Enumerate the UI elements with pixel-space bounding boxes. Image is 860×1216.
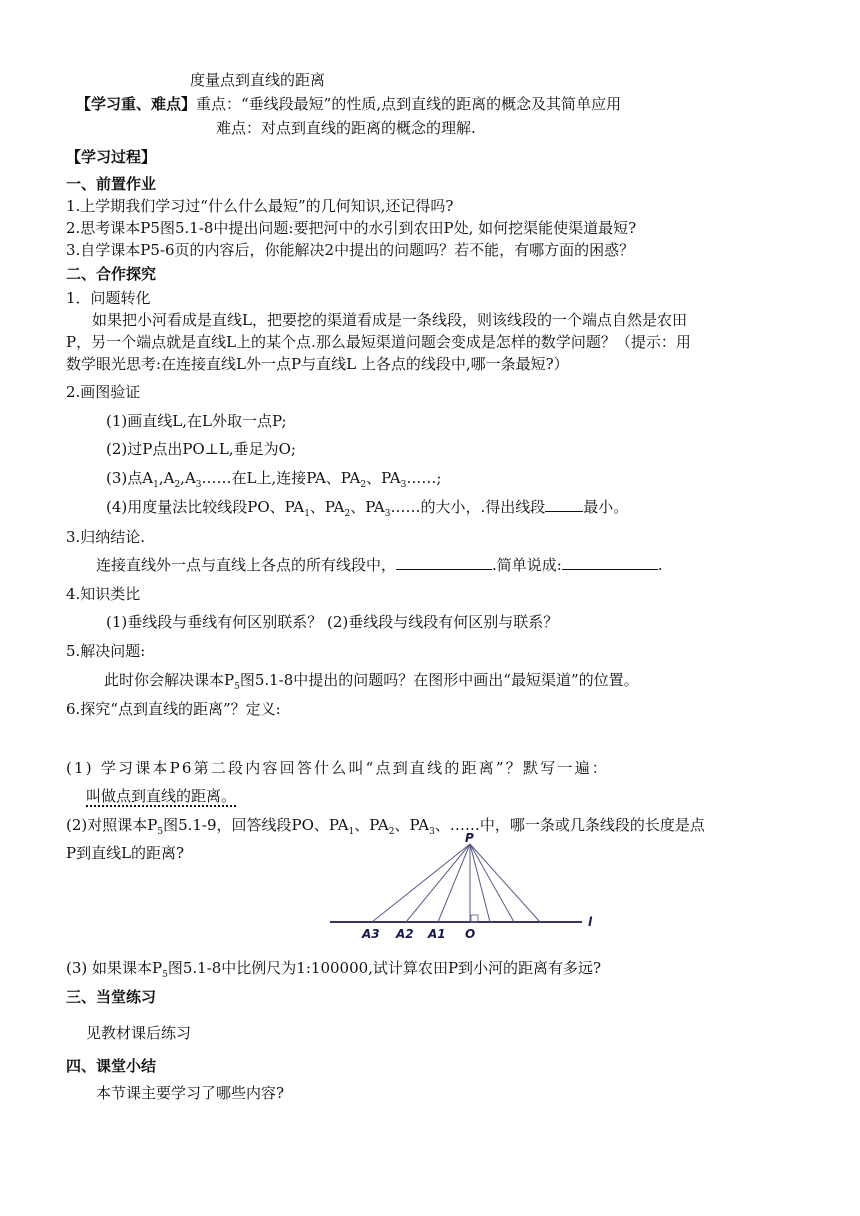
section2-title: 二、合作探究 (66, 265, 157, 283)
s6-question-3 (66, 958, 601, 985)
section1-item-3: 3.自学课本P5-6页的内容后，你能解决2中提出的问题吗？若不能，有哪方面的困惑？ (66, 241, 635, 259)
short-form-blank[interactable] (562, 555, 658, 570)
s3-conclusion (96, 555, 663, 575)
s2-step-3-b: ……在L上,连接PA、PA (201, 469, 361, 487)
sub-1: 1 (153, 480, 159, 490)
s6-q2-c: 、PA (354, 816, 389, 834)
right-angle-mark (471, 915, 478, 922)
answer-blank[interactable] (545, 497, 583, 512)
label-a3: A3 (362, 927, 380, 941)
s2-step-4-d: ……的大小，.得出线段 (390, 498, 546, 516)
s5-part-1: 此时你会解决课本P (104, 671, 235, 689)
difficult-point-text: 难点：对点到直线的距离的概念的理解. (216, 119, 476, 137)
sub-3d: 3 (429, 827, 435, 837)
s4-title: 4.知识类比 (66, 585, 141, 603)
s2-step-4-a: (4)用度量法比较线段PO、PA (106, 498, 305, 516)
segment-pa1 (438, 844, 470, 922)
s3-part-2: .简单说成: (492, 556, 562, 574)
section1-item-2: 2.思考课本P5图5.1-8中提出问题:要把河中的水引到农田P处, 如何挖渠能使渠道最短? (66, 219, 637, 237)
s6-q3-a: (3) 如果课本P (66, 959, 163, 977)
sub-3: 3 (195, 480, 202, 490)
segment-pa3 (372, 844, 470, 922)
s2-step-3-a: (3)点A (106, 469, 154, 487)
s3-part-3: . (657, 556, 663, 574)
s6-question-2-line2: P到直线L的距离? (66, 844, 185, 862)
s6-q2-a: (2)对照课本P (66, 816, 158, 834)
sub-1c: 1 (304, 509, 310, 519)
label-a1: A1 (428, 927, 446, 941)
section1-item-1: 1.上学期我们学习过“什么什么最短”的几何知识,还记得吗? (66, 197, 454, 215)
s1-paragraph-line3: 数学眼光思考:在连接直线L外一点P与直线L 上各点的线段中,哪一条最短?） (66, 355, 569, 373)
label-a2: A2 (396, 927, 414, 941)
s2-step-2: (2)过P点出PO⊥L,垂足为O; (106, 440, 296, 458)
s3-part-1: 连接直线外一点与直线上各点的所有线段中， (96, 556, 397, 574)
s2-step-4-e: 最小。 (583, 498, 629, 516)
sub-2c: 2 (344, 509, 351, 519)
s6-q2-e: 、……中，哪一条或几条线段的长度是点 (434, 816, 705, 834)
sub-5b: 5 (157, 827, 164, 837)
segment-right-2 (470, 844, 514, 922)
perpendicular-figure (320, 830, 610, 942)
objectives-tail: 度量点到直线的距离 (190, 71, 326, 89)
s4-question: (1)垂线段与垂线有何区别联系？ (2)垂线段与线段有何区别与联系？ (106, 613, 559, 631)
s2-step-3-d: ……; (406, 469, 442, 487)
key-points-label: 【学习重、难点】 (76, 95, 197, 113)
key-points-line (76, 94, 621, 114)
s2-step-1: (1)画直线L,在L外取一点P; (106, 412, 287, 430)
sub-5c: 5 (162, 970, 168, 980)
segment-pa2 (406, 844, 470, 922)
sub-5: 5 (234, 682, 240, 692)
s5-title: 5.解决问题: (66, 642, 146, 660)
section3-text: 见教材课后练习 (86, 1024, 192, 1042)
s3-title: 3.归纳结论. (66, 528, 146, 546)
s2-step-4 (106, 497, 628, 524)
label-l: l (588, 915, 593, 929)
s5-question (104, 670, 639, 697)
label-o: O (465, 927, 476, 941)
sub-2d: 2 (388, 827, 395, 837)
sub-2b: 2 (360, 480, 367, 490)
sub-1d: 1 (348, 827, 355, 837)
section4-text: 本节课主要学习了哪些内容? (96, 1084, 285, 1102)
dotted-emphasis: 叫做点到直线的距离。 (86, 787, 237, 805)
key-point-text: 重点：“垂线段最短”的性质,点到直线的距离的概念及其简单应用 (196, 95, 622, 113)
section1-title: 一、前置作业 (66, 175, 157, 193)
section4-title: 四、课堂小结 (66, 1057, 157, 1075)
label-p: P (465, 831, 474, 845)
s6-question-1-answer (86, 786, 236, 806)
s2-step-3-c: 、PA (366, 469, 401, 487)
sub-2: 2 (174, 480, 181, 490)
s6-title: 6.探究“点到直线的距离”？定义: (66, 700, 281, 718)
s2-step-4-b: 、PA (309, 498, 345, 516)
sub-3c: 3 (384, 509, 391, 519)
process-title: 【学习过程】 (66, 148, 157, 166)
s2-step-4-c: 、PA (350, 498, 385, 516)
s1-title: 1．问题转化 (66, 289, 151, 307)
s6-q2-d: 、PA (394, 816, 430, 834)
s2-title: 2.画图验证 (66, 383, 141, 401)
conclusion-blank[interactable] (396, 555, 492, 570)
section3-title: 三、当堂练习 (66, 988, 157, 1006)
s6-question-1: (1) 学习课本P6第二段内容回答什么叫“点到直线的距离”？默写一遍： (66, 759, 609, 777)
s6-q2-b: 图5.1-9，回答线段PO、PA (163, 816, 349, 834)
sub-3b: 3 (400, 480, 407, 490)
s5-part-2: 图5.1-8中提出的问题吗？在图形中画出“最短渠道”的位置。 (239, 671, 639, 689)
s6-q3-b: 图5.1-8中比例尺为1:100000,试计算农田P到小河的距离有多远? (167, 959, 602, 977)
s1-paragraph-line1: 如果把小河看成是直线L，把要挖的渠道看成是一条线段，则该线段的一个端点自然是农田 (92, 311, 687, 329)
s1-paragraph-line2: P，另一个端点就是直线L上的某个点.那么最短渠道问题会变成是怎样的数学问题？（提示：用 (66, 333, 691, 351)
s2-step-3: (3)点$A_1,A_2,A_3\dots\dots$在L上,连接PA、$PA_2$、$PA_3\dots\dots$; (106, 469, 442, 490)
